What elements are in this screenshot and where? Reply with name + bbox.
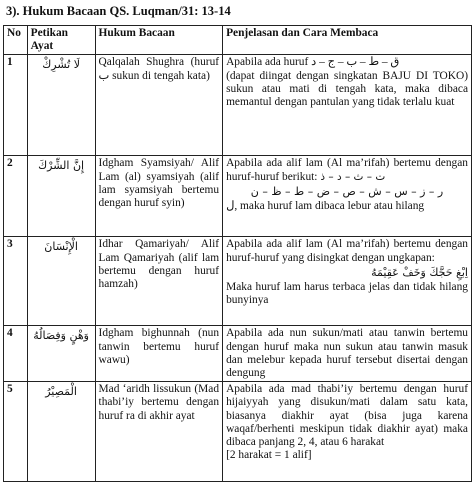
verse-excerpt: وَهْنٍ وَفِصَالُهُ — [33, 329, 89, 343]
reading-rule: Idgham Syamsiyah/ Alif Lam (al) syamsiyah (alif lam syamsiyah bertemu dengan huruf syin) — [95, 156, 223, 237]
explanation-text: Maka huruf lam harus terbaca jelas dan tidak hilang bunyinya — [226, 280, 468, 307]
row-number: 2 — [4, 156, 28, 237]
header-penjelasan: Penjelasan dan Cara Membaca — [223, 26, 472, 55]
explanation-text: Apabila ada huruf ق – ط – ب – ج – د — [226, 56, 400, 69]
verse-excerpt-cell — [27, 326, 95, 382]
explanation-text: Apabila ada mad thabi’iy bertemu dengan huruf hijaiyyah yang disukun/mati dalam satu kata, biasanya diakhir ayat (bisa juga karena waqaf/berhenti meskipun tidak diakhir ayat) maka dibaca panjang 2, 4, atau 6 harakat — [226, 383, 468, 449]
row-number: 1 — [4, 55, 28, 156]
verse-excerpt: الْإِنْسَانَ — [44, 240, 78, 254]
table-row — [4, 156, 472, 237]
table-header-row — [4, 26, 472, 55]
verse-excerpt: لَا تُشْرِكْ — [42, 58, 80, 72]
table-row — [4, 326, 472, 382]
verse-excerpt-cell — [27, 237, 95, 326]
header-hukum-bacaan: Hukum Bacaan — [95, 26, 223, 55]
explanation-cell — [223, 382, 472, 482]
verse-excerpt-cell — [27, 55, 95, 156]
explanation-text: ل, maka huruf lam dibaca lebur atau hilang — [226, 199, 425, 212]
table-row — [4, 237, 472, 326]
explanation-cell — [223, 326, 472, 382]
explanation-text: (dapat diingat dengan singkatan BAJU DI TOKO) sukun atau mati di tengah kata, maka dibaca memantul dengan pantulan yang tidak terlalu kuat — [226, 69, 468, 109]
reading-rule: Mad ‘aridh lissukun (Mad thabi’iy bertemu dengan huruf ra di akhir ayat — [95, 382, 223, 482]
verse-excerpt-cell — [27, 382, 95, 482]
verse-excerpt: الْمَصِيْرُ — [45, 385, 77, 399]
explanation-text: [2 harakat = 1 alif] — [226, 449, 312, 462]
table-row — [4, 55, 472, 156]
explanation-text — [226, 157, 468, 183]
reading-rule: Qalqalah Shughra (huruf ب sukun di tengah kata) — [95, 55, 223, 156]
header-petikan-ayat: Petikan Ayat — [27, 26, 95, 55]
row-number: 5 — [4, 382, 28, 482]
row-number: 3 — [4, 237, 28, 326]
explanation-text: Apabila ada alif lam (Al ma’rifah) bertemu dengan huruf-huruf berikut: — [226, 157, 468, 183]
section-heading: 3). Hukum Bacaan QS. Luqman/31: 13-14 — [6, 4, 231, 18]
table-row — [4, 382, 472, 482]
reading-rule: Idgham bighunnah (nun tanwin bertemu huruf wawu) — [95, 326, 223, 382]
tajwid-table — [3, 25, 472, 482]
verse-excerpt: إِنَّ الشِّرْكَ — [38, 159, 85, 173]
explanation-cell — [223, 237, 472, 326]
verse-excerpt-cell — [27, 156, 95, 237]
explanation-cell — [223, 55, 472, 156]
explanation-cell — [223, 156, 472, 237]
explanation-text: Apabila ada alif lam (Al ma’rifah) bertemu dengan huruf-huruf yang disingkat dengan ungkapan: — [226, 238, 468, 264]
arabic-letters: ر – ز – س – ش – ص – ض – ط – ظ – ن — [250, 184, 444, 198]
arabic-letters: ت – ث – د – ذ — [320, 170, 386, 183]
explanation-text: Apabila ada nun sukun/mati atau tanwin bertemu dengan huruf maka nun sukun atau tanwin masuk dan melebur kepada huruf tersebut disertai dengan dengung — [226, 327, 468, 380]
reading-rule: Idhar Qamariyah/ Alif Lam Qamariyah (alif lam bertemu dengan huruf hamzah) — [95, 237, 223, 326]
header-no: No — [4, 26, 28, 55]
row-number: 4 — [4, 326, 28, 382]
arabic-phrase: اِبْغِ حَجَّكَ وَخَفْ عَقِيْمَهُ — [371, 265, 468, 279]
